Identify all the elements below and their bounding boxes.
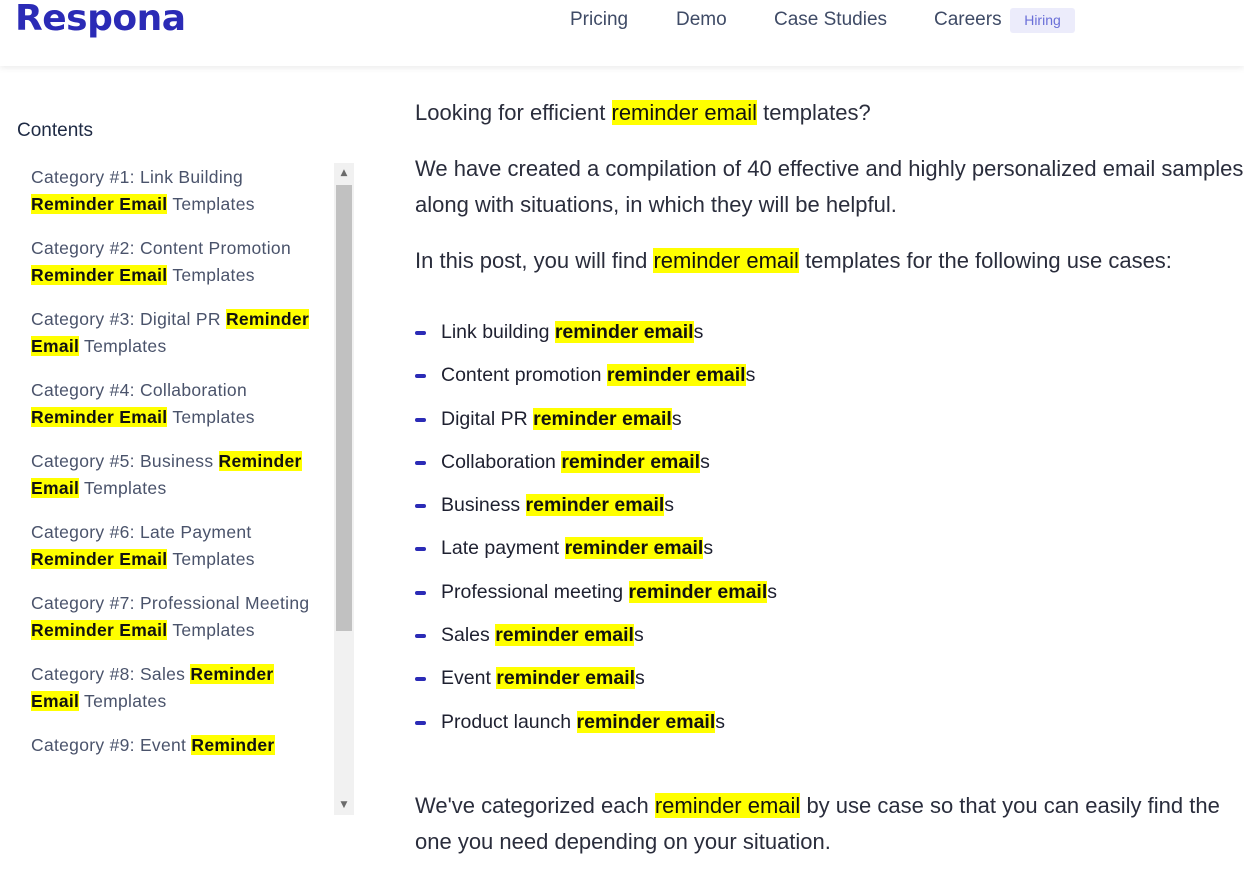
dash-bullet-icon — [415, 418, 426, 422]
article-body — [415, 95, 1244, 860]
toc-item-8[interactable]: Category #8: Sales Reminder Email Templates — [31, 664, 274, 711]
contents-title: Contents — [17, 120, 94, 141]
scroll-thumb[interactable] — [336, 185, 352, 631]
site-header — [0, 0, 1244, 66]
nav-case-studies[interactable]: Case Studies — [774, 9, 888, 30]
dash-bullet-icon — [415, 591, 426, 595]
toc-item-9[interactable]: Category #9: Event Reminder — [31, 735, 275, 755]
dash-bullet-icon — [415, 504, 426, 508]
list-item: Professional meeting reminder emails — [415, 579, 1244, 606]
dash-bullet-icon — [415, 461, 426, 465]
respona-logo[interactable]: Respona — [15, 0, 186, 39]
dash-bullet-icon — [415, 634, 426, 638]
use-cases-intro: In this post, you will find reminder email templates for the following use cases: — [415, 248, 1172, 273]
intro-paragraph: We have created a compilation of 40 effective and highly personalized email samples along with situations, in which they will be helpful. — [415, 156, 1244, 217]
dash-bullet-icon — [415, 331, 426, 335]
nav-demo[interactable]: Demo — [676, 9, 727, 30]
nav-pricing[interactable]: Pricing — [570, 9, 629, 30]
dash-bullet-icon — [415, 721, 426, 725]
table-of-contents — [16, 164, 334, 814]
toc-item-3[interactable]: Category #3: Digital PR Reminder Email Templates — [31, 309, 310, 356]
dash-bullet-icon — [415, 374, 426, 378]
dash-bullet-icon — [415, 677, 426, 681]
scroll-down-arrow-icon[interactable]: ▼ — [340, 800, 348, 810]
intro-question: Looking for efficient reminder email templates? — [415, 100, 871, 125]
toc-item-4[interactable]: Category #4: Collaboration Reminder Email Templates — [31, 380, 255, 427]
toc-item-1[interactable]: Category #1: Link Building Reminder Email Templates — [31, 167, 255, 214]
closing-paragraph: We've categorized each reminder email by use case so that you can easily find the one you need depending on your situation. — [415, 792, 1220, 854]
dash-bullet-icon — [415, 547, 426, 551]
nav-careers[interactable]: Careers — [934, 9, 1002, 30]
use-case-list — [415, 319, 1244, 736]
toc-scrollbar[interactable] — [334, 163, 354, 815]
hiring-badge[interactable]: Hiring — [1010, 8, 1075, 33]
list-item: Late payment reminder emails — [415, 535, 1244, 562]
toc-item-2[interactable]: Category #2: Content Promotion Reminder Email Templates — [31, 238, 291, 285]
list-item: Digital PR reminder emails — [415, 406, 1244, 433]
list-item: Sales reminder emails — [415, 622, 1244, 649]
list-item: Collaboration reminder emails — [415, 449, 1244, 476]
toc-item-7[interactable]: Category #7: Professional Meeting Reminder Email Templates — [31, 593, 310, 640]
list-item: Business reminder emails — [415, 492, 1244, 519]
list-item: Content promotion reminder emails — [415, 362, 1244, 389]
scroll-up-arrow-icon[interactable]: ▲ — [340, 168, 348, 178]
list-item: Event reminder emails — [415, 665, 1244, 692]
list-item: Product launch reminder emails — [415, 709, 1244, 736]
list-item: Link building reminder emails — [415, 319, 1244, 346]
toc-item-5[interactable]: Category #5: Business Reminder Email Templates — [31, 451, 302, 498]
toc-item-6[interactable]: Category #6: Late Payment Reminder Email Templates — [31, 522, 255, 569]
